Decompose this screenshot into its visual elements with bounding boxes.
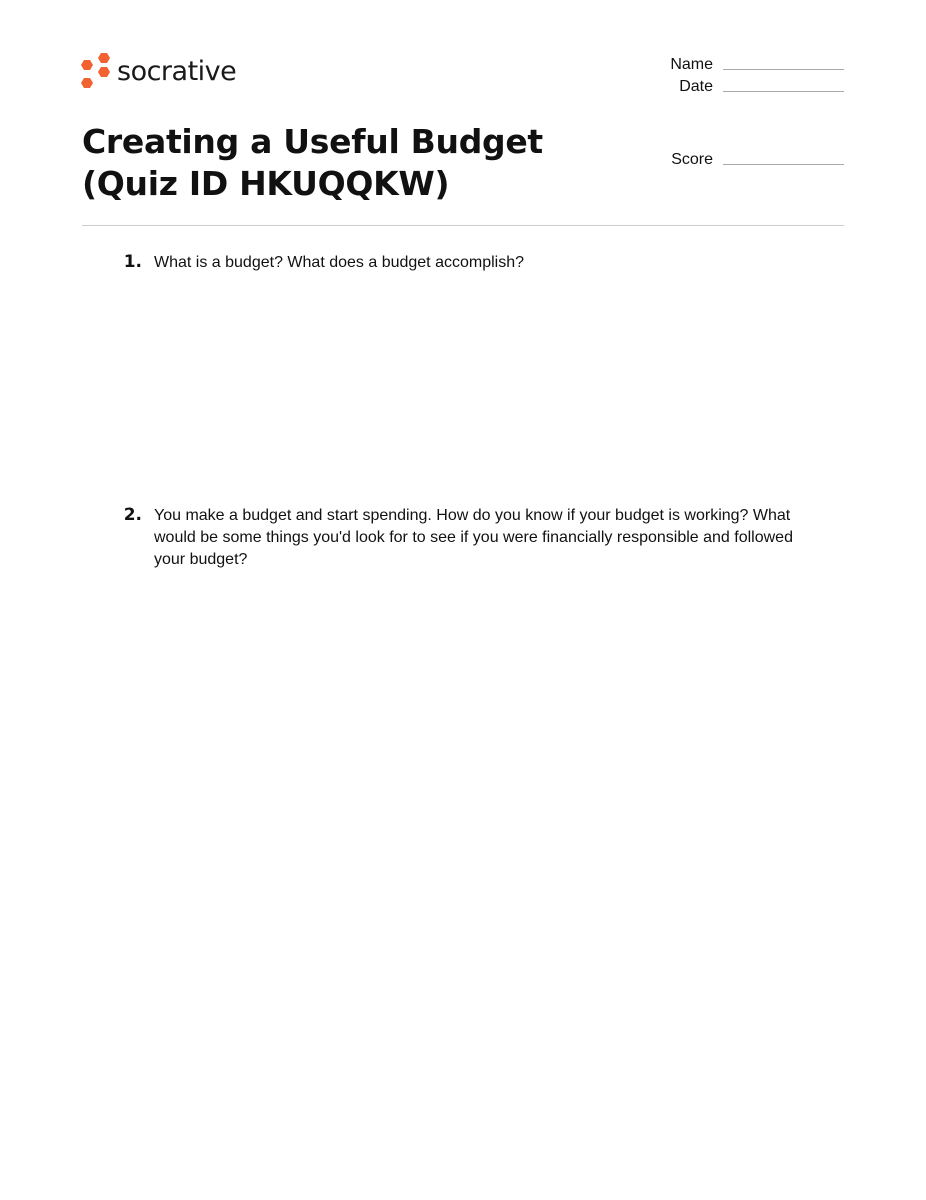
- name-label: Name: [670, 56, 713, 73]
- question-number: 2.: [123, 505, 142, 525]
- question-2: [120, 505, 800, 571]
- question-1: [120, 252, 800, 274]
- date-line[interactable]: [723, 90, 844, 92]
- page-title: Creating a Useful Budget (Quiz ID HKUQQKW): [82, 122, 543, 203]
- score-label: Score: [671, 151, 713, 168]
- score-line[interactable]: [723, 163, 844, 165]
- socrative-logo: [81, 52, 236, 90]
- name-field[interactable]: [653, 56, 844, 74]
- date-label: Date: [679, 78, 713, 95]
- question-text: What is a budget? What does a budget accomplish?: [154, 254, 524, 271]
- question-number: 1.: [123, 252, 142, 272]
- hexagon-logo-icon: [81, 52, 111, 90]
- brand-name: socrative: [117, 55, 237, 87]
- score-field[interactable]: [653, 151, 844, 169]
- date-field[interactable]: [653, 78, 844, 96]
- question-text: You make a budget and start spending. How do you know if your budget is working? What would be some things you'd look for to see if you were financially responsible and followed your budget?: [154, 507, 793, 568]
- name-line[interactable]: [723, 68, 844, 70]
- header-divider: [82, 225, 844, 226]
